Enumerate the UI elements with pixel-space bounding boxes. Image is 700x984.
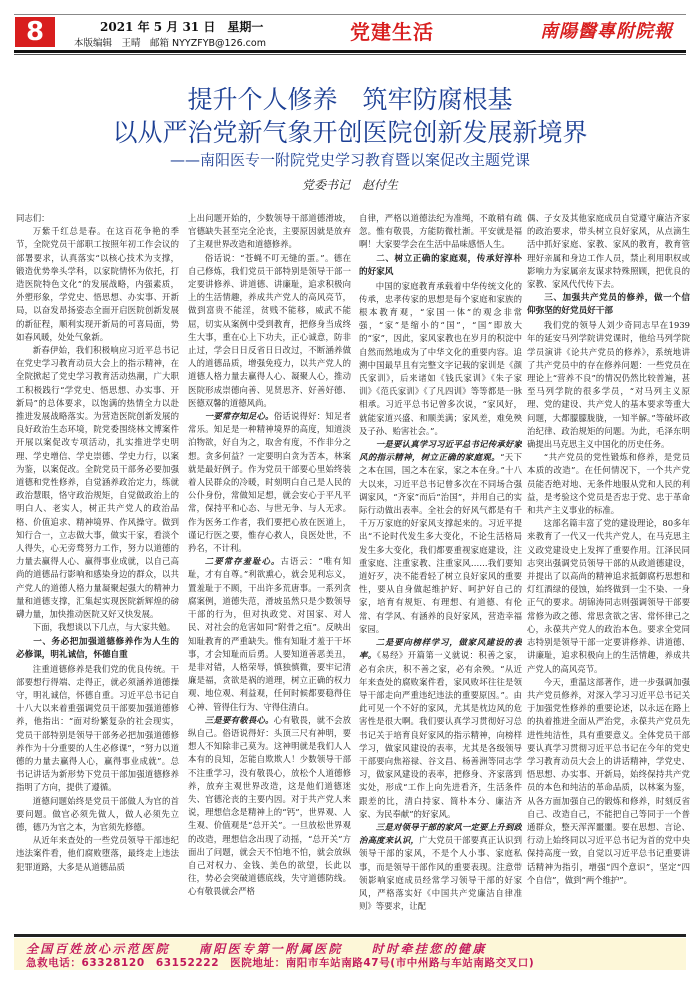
paragraph: 万紫千红总是春。在这百花争艳的季节，全院党员干部职工按照年初工作会议的部署要求，认真落实“以核心技术为支撑，锻造优势拳头学科，以家院情怀为依托，打造医院特色文化”的发展战略，内强素质，外塑形象，学党史、悟思想、办实事、开新局，以奋发昂扬姿态全面开启医院创新发展的新征程，顺利实现开新局的可喜局面，势如春风暖，处处气象新。: [16, 226, 179, 342]
footer-slogan: 全国百姓放心示范医院 南阳医专第一附属医院 时时牵挂您的健康: [26, 942, 487, 956]
paragraph: [359, 636, 522, 821]
paragraph: 下面，我想谈以下几点，与大家共勉。: [32, 622, 176, 633]
article-column-2: [188, 212, 351, 930]
headline-line-1: 提升个人修养 筑牢防腐根基: [187, 85, 513, 114]
header-thin-rule: [14, 54, 686, 55]
paragraph: “共产党员的党性锻炼和修养，是党员本质的改造”。在任何情况下，一个共产党员能否绝对地、无条件地服从党和人民的利益，是考验这个党员是否忠于党、忠于革命和共产主义事业的标准。: [527, 452, 690, 516]
lead-phrase: 二要常存羞耻心。: [204, 556, 281, 567]
paragraph: 这部名篇丰富了党的建设理论，80多年来教育了一代又一代共产党人，在马克思主义政党建设史上发挥了重要作用。江泽民同志突出强调党员领导干部的从政道德建设，并提出了以高尚的精神追求抵御腐朽思想和灯红酒绿的侵蚀，始终做到一尘不染、一身正气的要求。胡锦涛同志则强调领导干部要常修为政之德、常思贪欲之害、常怀律己之心，永葆共产党人的政治本色。要求全党同志特别是领导干部一定要讲修养、讲道德、讲廉耻，追求积极向上的生活情趣，养成共产党人的高风亮节。: [527, 518, 690, 674]
page-number-badge: 8: [15, 17, 55, 47]
paragraph: [359, 821, 522, 913]
section-title: 党建生活: [350, 20, 434, 44]
article-column-3: [359, 212, 522, 930]
paragraph-text: “天下之本在国，国之本在家，家之本在身。”十八大以来，习近平总书记曾多次在不同场合强调家风，“齐家”而后“治国”，并用自己的实际行动做出表率。全社会的好风气都是有千千万万家庭的好家风支撑起来的。习近平提出“不论时代发生多大变化，不论生活格局发生多大变化，我们都要重视家庭建设，注重家庭、注重家教、注重家风……我们要知道好歹，决不能看轻了树立良好家风的重要性，要从自身做起维护好、呵护好自己的家，培育有规矩、有理想、有道德、有伦常、有学风、有涵养的良好家风，营造幸福家园。: [359, 452, 522, 634]
paragraph: 新春伊始，我们积极响应习近平总书记在党史学习教育动员大会上的指示精神，在全院掀起了党史学习教育活动热潮，广大职工积极践行“学党史、悟思想、办实事、开新局”的总体要求，以饱满的热情全力以赴推进发展战略落实。为营造医院创新发展的良好政治生态环境，院党委围绕林文博案件开展以案促改专项活动，扎实推进学史明理、学史增信、学史崇德、学史力行，以案为鉴，以案促改。全院党员干部务必要加强道德和党性修养，自觉涵养政治定力，练就政治慧眼，恪守政治规矩，自觉做政治上的明白人、老实人，树正共产党人的政治品格、价值追求、精神境界、作风操守。做到知行合一，立志做大事，做实干家，看淡个人得失，心无旁骛努力工作，努力以道德的力量去赢得人心、赢得事业成就，以自己高尚的道德品行影响和感染身边的群众，以共产党人的道德人格力量凝聚起强大的精神力量和道德支撑，汇集起实现医院新辉煌的磅礴力量，加快推动医院又好又快发展。: [16, 345, 179, 620]
paragraph-text: 古语云：“唯有知耻，才有自尊。”利欲熏心，就会见利忘义，置羞耻于不顾，干出许多荒唐事。一系列贪腐案例，道德失范，滑坡虽然只是少数领导干部的行为，但对执政党、对国家、对人民、对社会的危害如同“附骨之疽”。反映出知耻教育的严重缺失。惟有知耻才羞于干坏事，才会知耻而后勇。人要知道善恶美丑，是非对错，人格荣辱，慎独慎微，要牢记清廉是福，贪欲是祸的道理，树立正确的权力观、地位观、利益观，任何时候都要稳得住心神、管得住行为、守得住清白。: [188, 556, 351, 712]
footer-rule: [14, 934, 686, 937]
section-heading-1: 一、务必把加强道德修养作为人生的必修课，明礼诚信，怀德自重: [16, 636, 179, 660]
header-top-rule: [14, 14, 686, 15]
paragraph: 中国的家庭教育承载着中华传统文化的传承，忠孝传家的思想是每个家庭和家族的根本教育观，“家国一体”的观念非常强，“家”是缩小的“国”，“国”即放大的“家”，因此，家风家教也在岁月的积淀中自然而然地成为了中华文化的重要内容。追溯中国最早且有完整文字记载的家训是《颜氏家训》，后来诸如《钱氏家训》《朱子家训》《范氏家训》《了凡四训》等等都是一脉相承。习近平总书记曾多次说，“家风好，就能家道兴盛、和顺美满；家风差，难免殃及子孙、贻害社会。”。: [359, 280, 522, 436]
headline-line-2: 以从严治党新气象开创医院创新发展新境界: [112, 118, 588, 147]
paragraph: [188, 555, 351, 713]
paragraph: 道德问题始终是党员干部做人为官的首要问题。做官必须先做人，做人必须先立德，德乃为官之本，为官须先修德。: [16, 795, 179, 832]
paragraph: 今天，重温这部著作，进一步强调加强共产党员修养，对深入学习习近平总书记关于加强党性修养的重要论述，以永远在路上的执着推进全面从严治党，永葆共产党员先进性纯洁性，具有重要意义。全体党员干部要认真学习贯彻习近平总书记在今年的党史学习教育动员大会上的讲话精神，学党史、悟思想、办实事、开新局，始终保持共产党员的本色和纯洁的革命品质，以林案为鉴，从各方面加强自己的锻炼和修养，时刻反省自己、改造自己，不能把自己等同于一个普通群众，整天浑浑噩噩。要在思想、言论、行动上始终同以习近平总书记为首的党中央保持高度一致，自觉以习近平总书记重要讲话精神为指引，增强“四个意识”，坚定“四个自信”，做到“两个维护”。: [527, 676, 690, 885]
paragraph: [188, 714, 351, 899]
paragraph-text: 心有敬畏，就不会放纵自己。俗语说得好：头顶三尺有神明，要想人不知除非己莫为。这神明就是我们人人本有的良知，怎能自欺欺人！少数领导干部不注重学习，没有敬畏心，放松个人道德修养，放弃主观世界改造，这是他们道德迷失、官德沦丧的主要内因。对于共产党人来说，理想信念是精神上的“钙”，世界观、人生观、价值观是“总开关”。一旦放松世界观的改造，理想信念出现了动摇，“总开关”方面出了问题，就会天不怕地不怕，就会放纵自己对权力、金钱、美色的欲望，长此以往，势必会突破道德底线，失守道德防线。心有敬畏就会严格: [188, 714, 351, 897]
paragraph-text: 《易经》开篇第一义就说：积善之家，必有余庆，积不善之家，必有余殃。“从近年来查处的腐败案件看，家风败坏往往是领导干部走向严重违纪违法的重要原因。”。由此可见一个不好的家风，尤其是枕边风的危害性是很大啊。我们要认真学习贯彻好习总书记关于培育良好家风的指示精神，向榜样学习，做家风建设的表率，尤其是各级领导干部要向焦裕禄、谷文昌、杨善洲等同志学习，做家风建设的表率，把修身、齐家落到实处，形成“工作上向先进看齐，生活条件跟差的比，清白持家、简朴本分、廉洁齐家、为民奉献”的好家风。: [359, 650, 522, 819]
footer-contact: 急救电话：63328120 63152222 医院地址：南阳市车站南路47号(市中州路与车站南路交叉口): [26, 957, 535, 969]
lead-phrase: 一要常存知足心。: [204, 411, 274, 422]
lead-phrase: 三是对领导干部的家风一定要上升到政治高度来认识，: [359, 821, 522, 846]
article-subtitle: ——南阳医专一附院党史学习教育暨以案促改主题党课: [169, 151, 530, 169]
paragraph-text: 俗话说得好：知足者常乐。知足是一种精神境界的高度，知道淡泊物欲，好自为之，取舍有度，不作非分之想。贪多何益？一定要明白贪为苦本，林案就是最好例子。作为党员干部要心里始终装着人民群众的冷暖，时刻明白自己是人民的公仆身份，常做知足想，就会安心于平凡平常，保持平和心态、与世无争、与人无求。作为医务工作者，我们要把心放在医道上，谨记行医之要，惟存心救人，良医处世，不矜名，不计利。: [188, 411, 351, 554]
paragraph: 注重道德修养是我们党的优良传统。干部要想行得端、走得正，就必须涵养道德操守，明礼诚信，怀德自重。习近平总书记自十八大以来着重强调党员干部要加强道德修养，他指出：“面对纷繁复杂的社会现实，党员干部特别是领导干部务必把加强道德修养作为十分重要的人生必修课”，“努力以道德的力量去赢得人心，赢得事业成就”。总书记讲话为新形势下党员干部加强道德修养指明了方向，提供了遵循。: [16, 663, 179, 793]
footer-banner: [14, 938, 686, 970]
paragraph: [359, 438, 522, 636]
header-thick-rule: [14, 50, 686, 53]
lead-phrase: 一是要认真学习习近平总书记传承好家风的指示精神，树立正确的家庭观。: [359, 439, 522, 463]
article-column-1: [16, 212, 179, 930]
article-author: 党委书记 赵付生: [301, 178, 398, 192]
paragraph: 偶、子女及其他家庭成员自觉遵守廉洁齐家的政治要求，带头树立良好家风，从点滴生活中抓好家庭、家教、家风的教育，教育管理好亲属和身边工作人员，禁止利用职权或影响力为家属亲友谋求特殊照顾，把优良的家教、家风代代传下去。: [527, 213, 690, 290]
paragraph: [188, 410, 351, 555]
paragraph: 从近年来查处的一些党员领导干部违纪违法案件看，他们腐败堕落，最终走上违法犯罪道路，大多是从道德品质: [16, 835, 179, 872]
lead-phrase: 二是要向榜样学习，做家风建设的表率。: [359, 637, 522, 661]
paragraph-text: 广大党员干部要真正认识到领导干部的家风，不是个人小事、家庭私事，而是领导干部作风的重要表现。注意带领影响家庭成员经常学习领导干部的好家风，严格落实好《中国共产党廉洁自律准则》等要求，让配: [359, 835, 522, 912]
lead-phrase: 三是要有敬畏心。: [204, 714, 274, 725]
issue-date: 2021 年 5 月 31 日 星期一: [100, 20, 264, 34]
paragraph: 俗话说：“苍蝇不叮无缝的蛋。”。德在自己修炼，我们党员干部特别是领导干部一定要讲修养、讲道德、讲廉耻，追求积极向上的生活情趣，养成共产党人的高风亮节，做到富贵不能淫，贫贱不能移，威武不能屈，切实从案例中受到教育，把修身当成终生大事，重在心上下功夫，正心诚意，防非止过，学会日日反省日日改过，不断涵养做人的道德品质，增强免疫力，以共产党人的道德人格力量去赢得人心、凝聚人心，推动医院形成崇德向善、见贤思齐、好善好德、医德双馨的道德风尚。: [188, 252, 351, 408]
paragraph: 上出问题开始的，少数领导干部道德滑坡，官德缺失甚至完全沦丧，主要原因就是放弃了主观世界改造和道德修养。: [188, 213, 351, 250]
newspaper-masthead-logo: 南陽醫專附院報: [540, 21, 673, 42]
editor-info: 本版编辑 王晴 邮箱 NYYZFYB@126.com: [74, 38, 266, 49]
greeting: 同志们：: [16, 213, 50, 223]
paragraph: 自律，严格以道德法纪为准绳，不敢稍有疏忽。惟有敬畏，方能防微杜渐。平安就是福啊！大家要学会在生活中品味感悟人生。: [359, 213, 522, 250]
section-heading-3: 三、加强共产党员的修养，做一个信仰弥坚的好党员好干部: [527, 293, 690, 317]
section-heading-2: 二、树立正确的家庭观，传承好淳朴的好家风: [359, 253, 522, 277]
paragraph: 我们党的领导人刘少奇同志早在1939 年的延安马列学院讲党课时，他给马列学院学员演讲《论共产党员的修养》，系统地讲了共产党员中的存在修养问题：一些党员在理论上“营养不良”的情况仍然比较普遍，甚至马列学院的很多学员，“对马列主义原理、党的建设、共产党人的基本要求等重大问题，大都朦朦胧胧，一知半解。”等破坏政治纪律、政治规矩的问题。为此，毛泽东明确提出马克思主义中国化的历史任务。: [527, 320, 690, 450]
article-column-4: [527, 212, 690, 930]
